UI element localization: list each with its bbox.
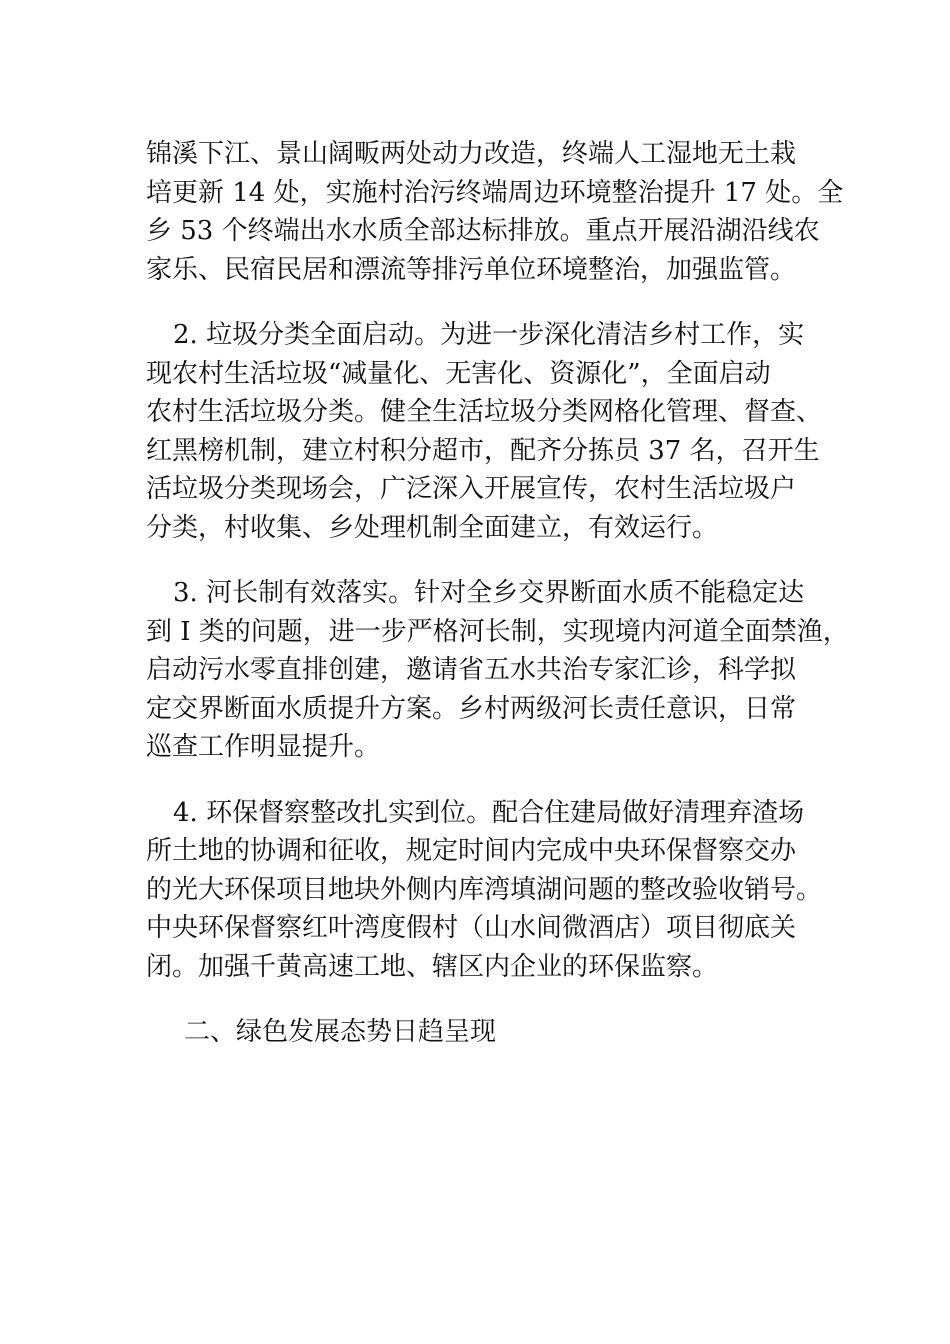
paragraph-line: 家乐、民宿民居和漂流等排污单位环境整治，加强监管。 <box>146 254 797 285</box>
paragraph-line: 活垃圾分类现场会，广泛深入开展宣传，农村生活垃圾户 <box>146 474 797 504</box>
paragraph-line: 闭。加强千黄高速工地、辖区内企业的环保监察。 <box>146 951 719 982</box>
paragraph-line: 红黑榜机制，建立村积分超市，配齐分拣员 37 名，召开生 <box>146 435 820 466</box>
paragraph-1 <box>146 135 844 289</box>
paragraph-line: 到 I 类的问题，进一步严格河长制，实现境内河道全面禁渔， <box>146 616 849 647</box>
paragraph-line: 巡查工作明显提升。 <box>146 732 381 762</box>
paragraph-line: 锦溪下江、景山阔畈两处动力改造，终端人工湿地无土栽 <box>146 139 797 169</box>
paragraph-line: 分类，村收集、乡处理机制全面建立，有效运行。 <box>146 512 719 543</box>
paragraph-spacer <box>146 289 836 316</box>
document-body <box>146 135 849 1052</box>
paragraph-line: 3. 河长制有效落实。针对全乡交界断面水质不能稳定达 <box>173 578 805 608</box>
section-heading: 二、绿色发展态势日趋呈现 <box>184 1017 497 1047</box>
paragraph-spacer <box>146 767 836 794</box>
paragraph-2 <box>146 316 836 547</box>
paragraph-3 <box>146 574 849 767</box>
paragraph-line: 所土地的协调和征收，规定时间内完成中央环保督察交办 <box>146 836 797 866</box>
paragraph-line: 2. 垃圾分类全面启动。为进一步深化清洁乡村工作，实 <box>173 320 805 350</box>
paragraph-line: 乡 53 个终端出水水质全部达标排放。重点开展沿湖沿线农 <box>146 216 820 246</box>
paragraph-line: 现农村生活垃圾“减量化、无害化、资源化”，全面启动 <box>146 358 771 389</box>
paragraph-line: 的光大环保项目地块外侧内库湾填湖问题的整改验收销号。 <box>146 874 823 905</box>
paragraph-spacer <box>146 986 836 1013</box>
paragraph-line: 农村生活垃圾分类。健全生活垃圾分类网格化管理、督查、 <box>146 397 823 427</box>
paragraph-spacer <box>146 547 836 574</box>
paragraph-4 <box>146 794 836 987</box>
paragraph-line: 培更新 14 处，实施村治污终端周边环境整治提升 17 处。全 <box>146 177 844 208</box>
paragraph-line: 中央环保督察红叶湾度假村（山水间微酒店）项目彻底关 <box>146 913 797 943</box>
paragraph-line: 启动污水零直排创建，邀请省五水共治专家汇诊，科学拟 <box>146 655 797 685</box>
paragraph-line: 定交界断面水质提升方案。乡村两级河长责任意识，日常 <box>146 693 797 724</box>
paragraph-line: 4. 环保督察整改扎实到位。配合住建局做好清理弃渣场 <box>173 797 805 828</box>
